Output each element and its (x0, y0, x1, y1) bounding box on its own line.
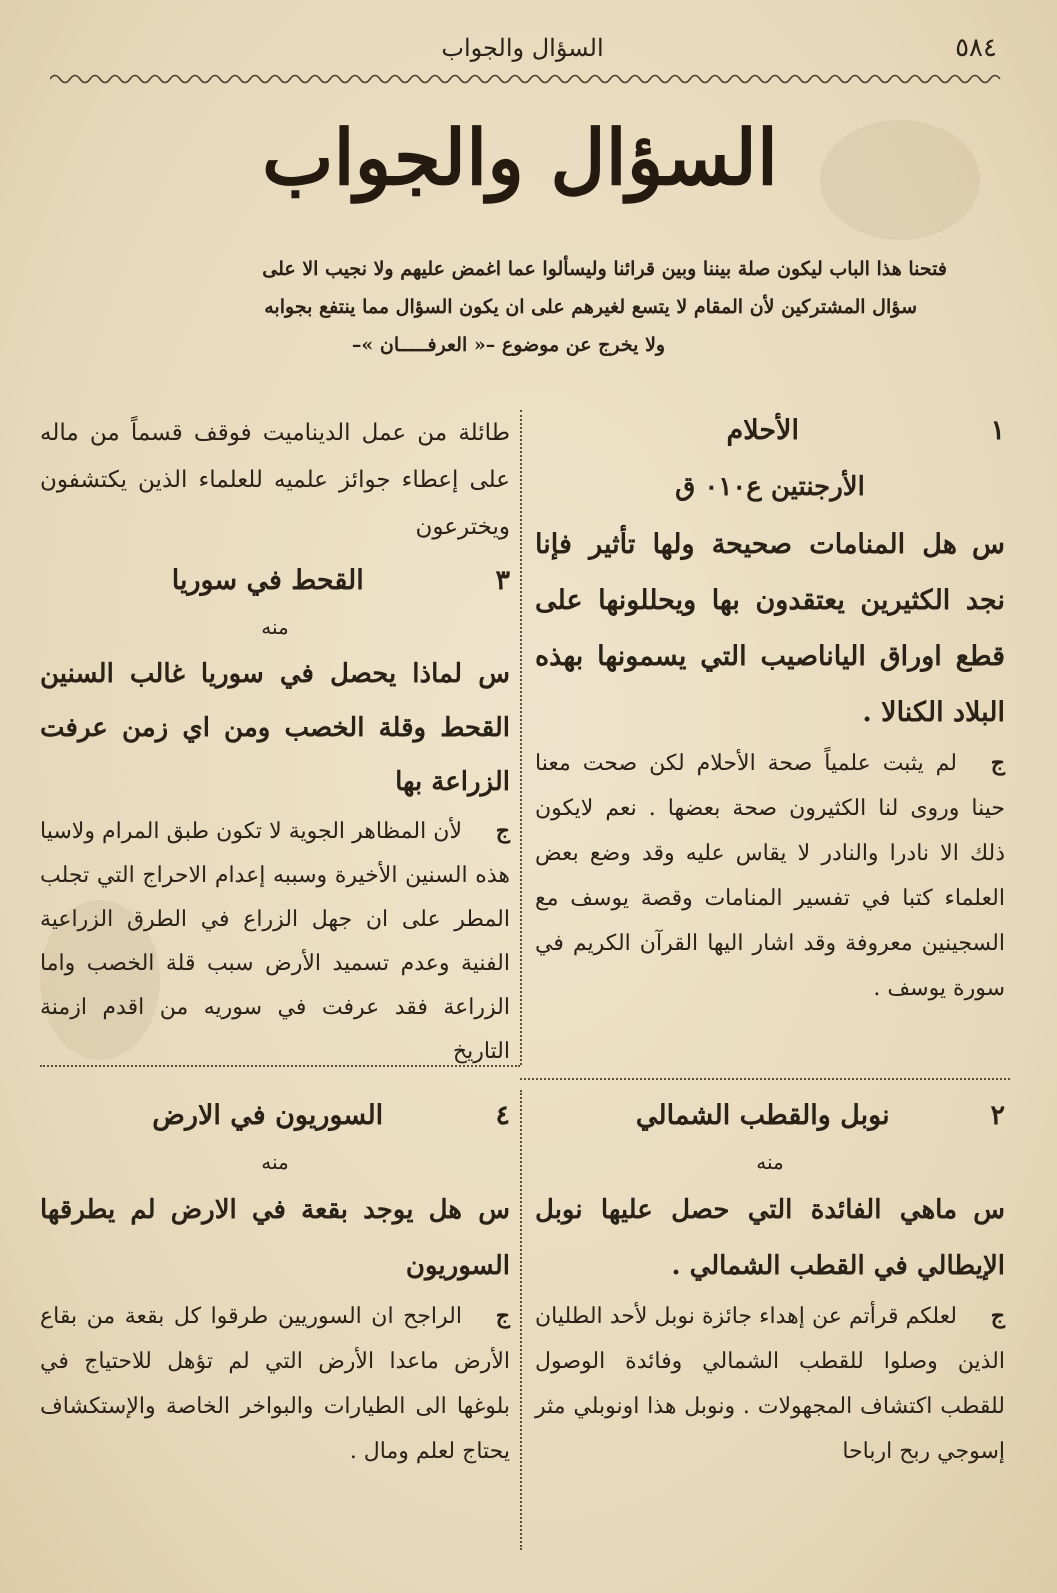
question-2-heading (535, 1090, 1005, 1142)
question-number: ٤ (495, 1100, 510, 1131)
answer-text (535, 1294, 1005, 1474)
section-heading: السؤال والجواب (261, 112, 779, 202)
answer-text (40, 809, 510, 1074)
continuation-text: طائلة من عمل الديناميت فوقف قسماً من ماله على إعطاء جوائز علميه للعلماء الذين يكتشفون ويخترعون (40, 420, 510, 540)
question-text (535, 1182, 1005, 1294)
question-mark: س (478, 659, 510, 689)
question-title: القحط في سوريا (171, 565, 364, 596)
question-title: نوبل والقطب الشمالي (635, 1100, 890, 1131)
questioner-origin: الأرجنتين ع٠١٠ ق (675, 472, 865, 502)
questioner-origin: منه (261, 1150, 289, 1174)
question-number: ٢ (990, 1100, 1005, 1131)
question-text (40, 647, 510, 809)
question-title: السوريون في الارض (152, 1100, 384, 1131)
question-2 (535, 1090, 1005, 1474)
column-divider (520, 1090, 522, 1550)
question-title: الأحلام (726, 415, 799, 446)
answer-mark: ج (990, 750, 1005, 776)
answer-mark: ج (990, 1303, 1005, 1329)
question-body: لماذا يحصل في سوريا غالب السنين القحط وقلة الخصب ومن اي زمن عرفت الزراعة بها (40, 659, 510, 797)
question-4-heading (40, 1090, 510, 1142)
answer-body: لأن المظاهر الجوية لا تكون طبق المرام ولاسيا هذه السنين الأخيرة وسببه إعدام الاحراج التي تجلب المطر على ان جهل الزراع في الطرق الزراعية الفنية وعدم تسميد الأرض سبب قلة الخصب واما الزراعة فقد عرفت في سوريه من اقدم ازمنة التاريخ (40, 819, 510, 1064)
paper-stain (820, 120, 980, 240)
question-mark: س (478, 1195, 510, 1225)
wavy-rule (50, 72, 1005, 86)
question-mark: س (973, 1195, 1005, 1225)
answer-body: لعلكم قرأتم عن إهداء جائزة نوبل لأحد الطليان الذين وصلوا للقطب الشمالي وفائدة الوصول للقطب اكتشاف المجهولات . ونوبل هذا اونوبلي مثر إسوجي ربح ارباحا (535, 1304, 1005, 1464)
answer-mark: ج (495, 818, 510, 844)
row-divider (520, 1078, 1010, 1080)
running-header (48, 28, 997, 68)
question-4 (40, 1090, 510, 1474)
question-body: هل المنامات صحيحة ولها تأثير فإنا نجد الكثيرين يعتقدون بها ويحللونها على قطع اوراق الياناصيب التي يسمونها بهذه البلاد الكنالا . (535, 529, 1005, 728)
question-3-heading (40, 555, 510, 607)
answer-mark: ج (495, 1303, 510, 1329)
questioner-origin: منه (261, 615, 289, 639)
page-number: ٥٨٤ (955, 33, 997, 63)
question-text (535, 517, 1005, 741)
question-mark: س (972, 529, 1005, 560)
answer-body: الراجح ان السوريين طرقوا كل بقعة من بقاع الأرض ماعدا الأرض التي لم تؤهل للاحتياج في بلوغها الى الطيارات والبواخر الخاصة والإستكشاف يحتاج لعلم ومال . (40, 1304, 510, 1464)
column-divider (520, 410, 522, 1065)
running-title: السؤال والجواب (441, 34, 604, 62)
question-3-column (40, 410, 510, 1074)
answer-body: لم يثبت علمياً صحة الأحلام لكن صحت معنا حينا وروى لنا الكثيرون صحة بعضها . نعم لايكون ذلك الا نادرا والنادر لا يقاس عليه وقد وضع بعض العلماء كتبا في تفسير المنامات وقصة يوسف مع السجينين معروفة وقد اشار اليها القرآن الكريم في سورة يوسف . (535, 751, 1005, 1001)
intro-paragraph (70, 250, 947, 364)
answer-text (40, 1294, 510, 1474)
question-number: ١ (990, 415, 1005, 446)
question-number: ٣ (495, 565, 510, 596)
question-text (40, 1182, 510, 1294)
question-body: هل يوجد بقعة في الارض لم يطرقها السوريون (40, 1195, 510, 1281)
intro-line: سؤال المشتركين لأن المقام لا يتسع لغيرهم على ان يكون السؤال مما ينتفع بجوابه (264, 296, 917, 318)
questioner-origin: منه (756, 1150, 784, 1174)
answer-text (535, 741, 1005, 1011)
question-body: ماهي الفائدة التي حصل عليها نوبل الإيطالي في القطب الشمالي . (535, 1195, 1005, 1281)
question-1 (535, 405, 1005, 1011)
intro-signature-line: ولا يخرج عن موضوع –« العرفـــــان »– (351, 334, 666, 356)
question-1-heading (535, 405, 1005, 457)
intro-line: فتحنا هذا الباب ليكون صلة بيننا وبين قرائنا وليسألوا عما اغمض عليهم ولا نجيب الا على (262, 258, 947, 280)
